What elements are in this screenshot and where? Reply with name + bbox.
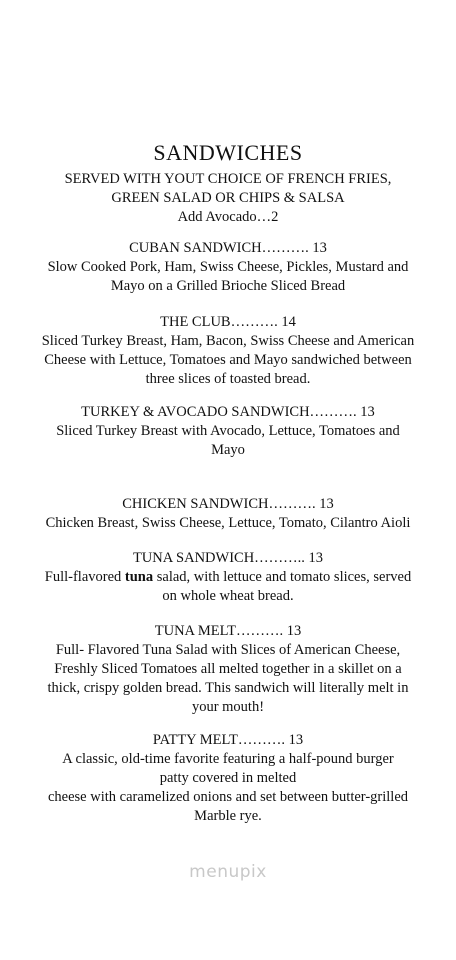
desc-line: on whole wheat bread.	[162, 588, 294, 604]
avocado-addon: Add Avocado…2	[177, 209, 279, 225]
served-line-2: GREEN SALAD OR CHIPS & SALSA	[111, 190, 345, 206]
menu-item-turkey-avocado	[0, 403, 456, 460]
item-description	[0, 258, 456, 296]
desc-text: salad, with lettuce and tomato slices, served	[153, 569, 412, 585]
menu-item-tuna-sandwich	[0, 549, 456, 606]
item-name: CUBAN SANDWICH………. 13	[129, 240, 327, 256]
desc-line: Mayo	[211, 442, 245, 458]
desc-line: cheese with caramelized onions and set between butter-grilled	[47, 789, 409, 805]
desc-line: A classic, old-time favorite featuring a half-pound burger	[62, 751, 394, 767]
item-description	[0, 422, 456, 460]
desc-line: Marble rye.	[194, 808, 262, 824]
desc-line: Chicken Breast, Swiss Cheese, Lettuce, Tomato, Cilantro Aioli	[45, 515, 411, 531]
item-description	[0, 332, 456, 389]
menu-item-cuban	[0, 239, 456, 296]
menupix-watermark	[0, 862, 456, 882]
desc-line: thick, crispy golden bread. This sandwich will literally melt in	[47, 680, 409, 696]
desc-line: Sliced Turkey Breast, Ham, Bacon, Swiss Cheese and American	[41, 333, 415, 349]
desc-text: Full-flavored	[44, 569, 125, 585]
watermark-text: menupix	[189, 862, 267, 882]
item-name: THE CLUB………. 14	[160, 314, 296, 330]
desc-bold-text: tuna	[124, 569, 154, 585]
menu-item-chicken	[0, 495, 456, 533]
item-description	[0, 568, 456, 606]
menu-item-club	[0, 313, 456, 389]
desc-line: Slow Cooked Pork, Ham, Swiss Cheese, Pickles, Mustard and	[47, 259, 409, 275]
item-description	[0, 641, 456, 717]
served-with-note	[0, 170, 456, 227]
desc-line: three slices of toasted bread.	[145, 371, 311, 387]
desc-line: patty covered in melted	[159, 770, 297, 786]
desc-line	[8, 568, 448, 587]
item-name: TUNA SANDWICH……….. 13	[132, 550, 324, 566]
section-title: SANDWICHES	[153, 140, 303, 165]
desc-line: Freshly Sliced Tomatoes all melted together in a skillet on a	[54, 661, 402, 677]
item-description	[0, 514, 456, 533]
desc-line: Mayo on a Grilled Brioche Sliced Bread	[110, 278, 346, 294]
menu-item-tuna-melt	[0, 622, 456, 717]
item-name: PATTY MELT………. 13	[152, 732, 304, 748]
item-name: TURKEY & AVOCADO SANDWICH………. 13	[81, 404, 375, 420]
desc-line: Full- Flavored Tuna Salad with Slices of American Cheese,	[55, 642, 401, 658]
item-name: CHICKEN SANDWICH………. 13	[122, 496, 334, 512]
served-line-1: SERVED WITH YOUT CHOICE OF FRENCH FRIES,	[64, 171, 392, 187]
item-description	[0, 750, 456, 826]
item-name: TUNA MELT………. 13	[154, 623, 302, 639]
menu-item-patty-melt	[0, 731, 456, 826]
desc-line: your mouth!	[191, 699, 265, 715]
desc-line: Sliced Turkey Breast with Avocado, Lettuce, Tomatoes and	[56, 423, 400, 439]
desc-line: Cheese with Lettuce, Tomatoes and Mayo sandwiched between	[44, 352, 412, 368]
